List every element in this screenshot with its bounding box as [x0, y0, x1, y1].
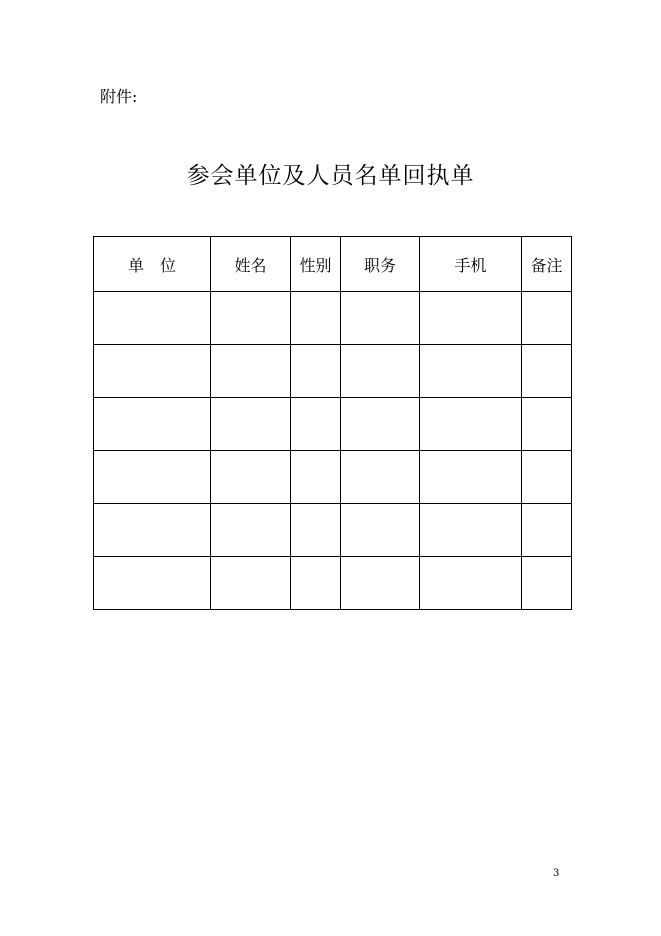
- cell-name[interactable]: [211, 451, 291, 504]
- cell-position[interactable]: [341, 398, 420, 451]
- cell-unit[interactable]: [94, 451, 211, 504]
- table-header-row: [94, 237, 572, 292]
- header-name: 姓名: [211, 237, 291, 292]
- table-row: [94, 504, 572, 557]
- cell-remarks[interactable]: [522, 451, 572, 504]
- cell-remarks[interactable]: [522, 504, 572, 557]
- cell-gender[interactable]: [291, 504, 341, 557]
- cell-mobile[interactable]: [420, 292, 522, 345]
- attachment-label: 附件:: [100, 87, 138, 106]
- cell-unit[interactable]: [94, 292, 211, 345]
- header-position: 职务: [341, 237, 420, 292]
- cell-mobile[interactable]: [420, 451, 522, 504]
- cell-gender[interactable]: [291, 557, 341, 610]
- cell-remarks[interactable]: [522, 398, 572, 451]
- cell-remarks[interactable]: [522, 292, 572, 345]
- cell-unit[interactable]: [94, 345, 211, 398]
- cell-name[interactable]: [211, 345, 291, 398]
- header-unit: 单 位: [94, 237, 211, 292]
- header-mobile: 手机: [420, 237, 522, 292]
- header-gender: 性别: [291, 237, 341, 292]
- cell-unit[interactable]: [94, 504, 211, 557]
- cell-gender[interactable]: [291, 345, 341, 398]
- table-row: [94, 345, 572, 398]
- cell-position[interactable]: [341, 292, 420, 345]
- page-number: 3: [553, 868, 560, 879]
- cell-name[interactable]: [211, 557, 291, 610]
- cell-remarks[interactable]: [522, 345, 572, 398]
- roster-table: [93, 236, 572, 610]
- header-remarks: 备注: [522, 237, 572, 292]
- cell-mobile[interactable]: [420, 398, 522, 451]
- cell-mobile[interactable]: [420, 345, 522, 398]
- cell-unit[interactable]: [94, 557, 211, 610]
- cell-position[interactable]: [341, 557, 420, 610]
- cell-name[interactable]: [211, 504, 291, 557]
- cell-unit[interactable]: [94, 398, 211, 451]
- cell-position[interactable]: [341, 504, 420, 557]
- table-row: [94, 398, 572, 451]
- table-row: [94, 292, 572, 345]
- cell-gender[interactable]: [291, 451, 341, 504]
- cell-remarks[interactable]: [522, 557, 572, 610]
- cell-name[interactable]: [211, 292, 291, 345]
- cell-mobile[interactable]: [420, 504, 522, 557]
- cell-gender[interactable]: [291, 398, 341, 451]
- cell-mobile[interactable]: [420, 557, 522, 610]
- table-row: [94, 451, 572, 504]
- table-row: [94, 557, 572, 610]
- document-title: 参会单位及人员名单回执单: [186, 163, 475, 189]
- cell-position[interactable]: [341, 345, 420, 398]
- cell-gender[interactable]: [291, 292, 341, 345]
- cell-position[interactable]: [341, 451, 420, 504]
- cell-name[interactable]: [211, 398, 291, 451]
